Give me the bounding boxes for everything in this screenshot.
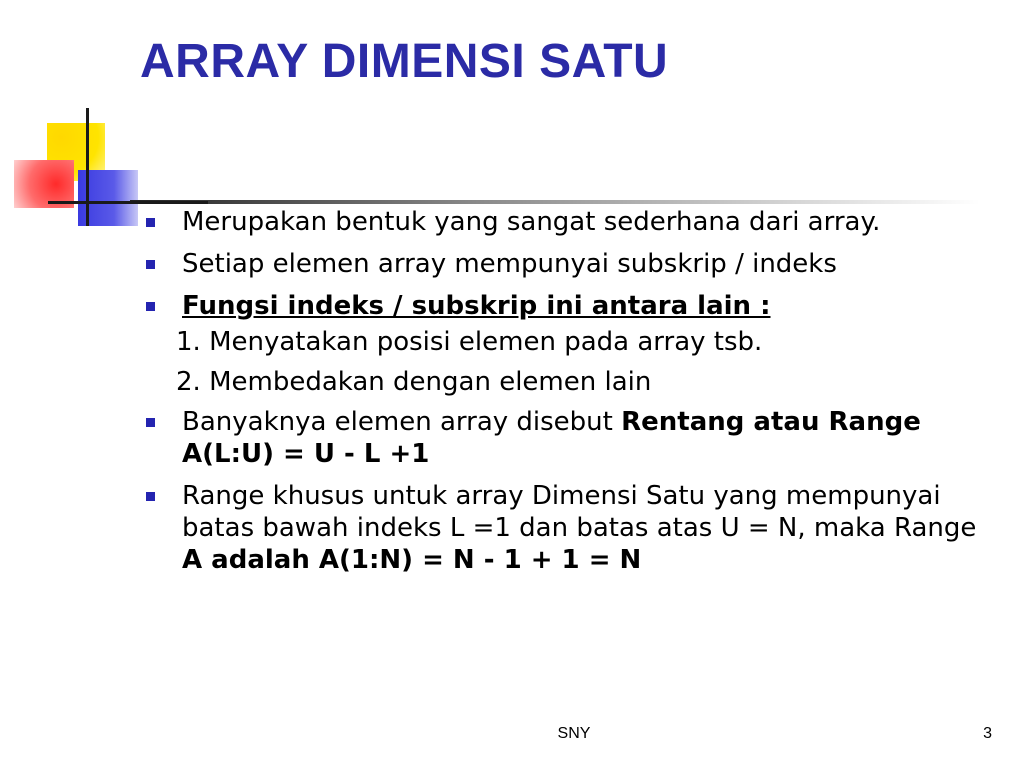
square-bullet-icon [146, 492, 155, 501]
square-bullet-icon [146, 260, 155, 269]
bullet-item [142, 206, 1002, 238]
numbered-subitem: 1. Menyatakan posisi elemen pada array tsb. [176, 327, 763, 357]
bullet-heading: Fungsi indeks / subskrip ini antara lain : [182, 291, 771, 321]
slide-content [142, 206, 1002, 586]
bullet-text: Range khusus untuk array Dimensi Satu yang mempunyai batas bawah indeks L =1 dan batas atas U = N, maka Range [182, 481, 977, 543]
title-underline-rule [130, 200, 980, 204]
page-number: 3 [983, 725, 992, 742]
numbered-subitem: 2. Membedakan dengan elemen lain [176, 367, 652, 397]
bullet-item [142, 480, 1002, 576]
bullet-item [142, 248, 1002, 280]
vertical-cross-line [86, 108, 89, 226]
square-bullet-icon [146, 418, 155, 427]
square-bullet-icon [146, 302, 155, 311]
yellow-square-decoration [47, 123, 105, 181]
red-square-decoration [14, 160, 74, 208]
horizontal-cross-line [48, 201, 208, 204]
bullet-text: Merupakan bentuk yang sangat sederhana dari array. [182, 207, 881, 237]
bullet-bold-text: Rentang atau Range A(L:U) = U - L +1 [182, 407, 921, 469]
square-bullet-icon [146, 218, 155, 227]
bullet-bold-text: A adalah A(1:N) = N - 1 + 1 = N [182, 545, 642, 575]
bullet-item [142, 290, 1002, 322]
bullet-text: Banyaknya elemen array disebut [182, 407, 622, 437]
bullet-text: Setiap elemen array mempunyai subskrip / indeks [182, 249, 837, 279]
bullet-item [142, 406, 1002, 470]
footer-author: SNY [557, 725, 591, 742]
slide-title: ARRAY DIMENSI SATU [140, 35, 669, 88]
blue-square-decoration [78, 170, 138, 226]
